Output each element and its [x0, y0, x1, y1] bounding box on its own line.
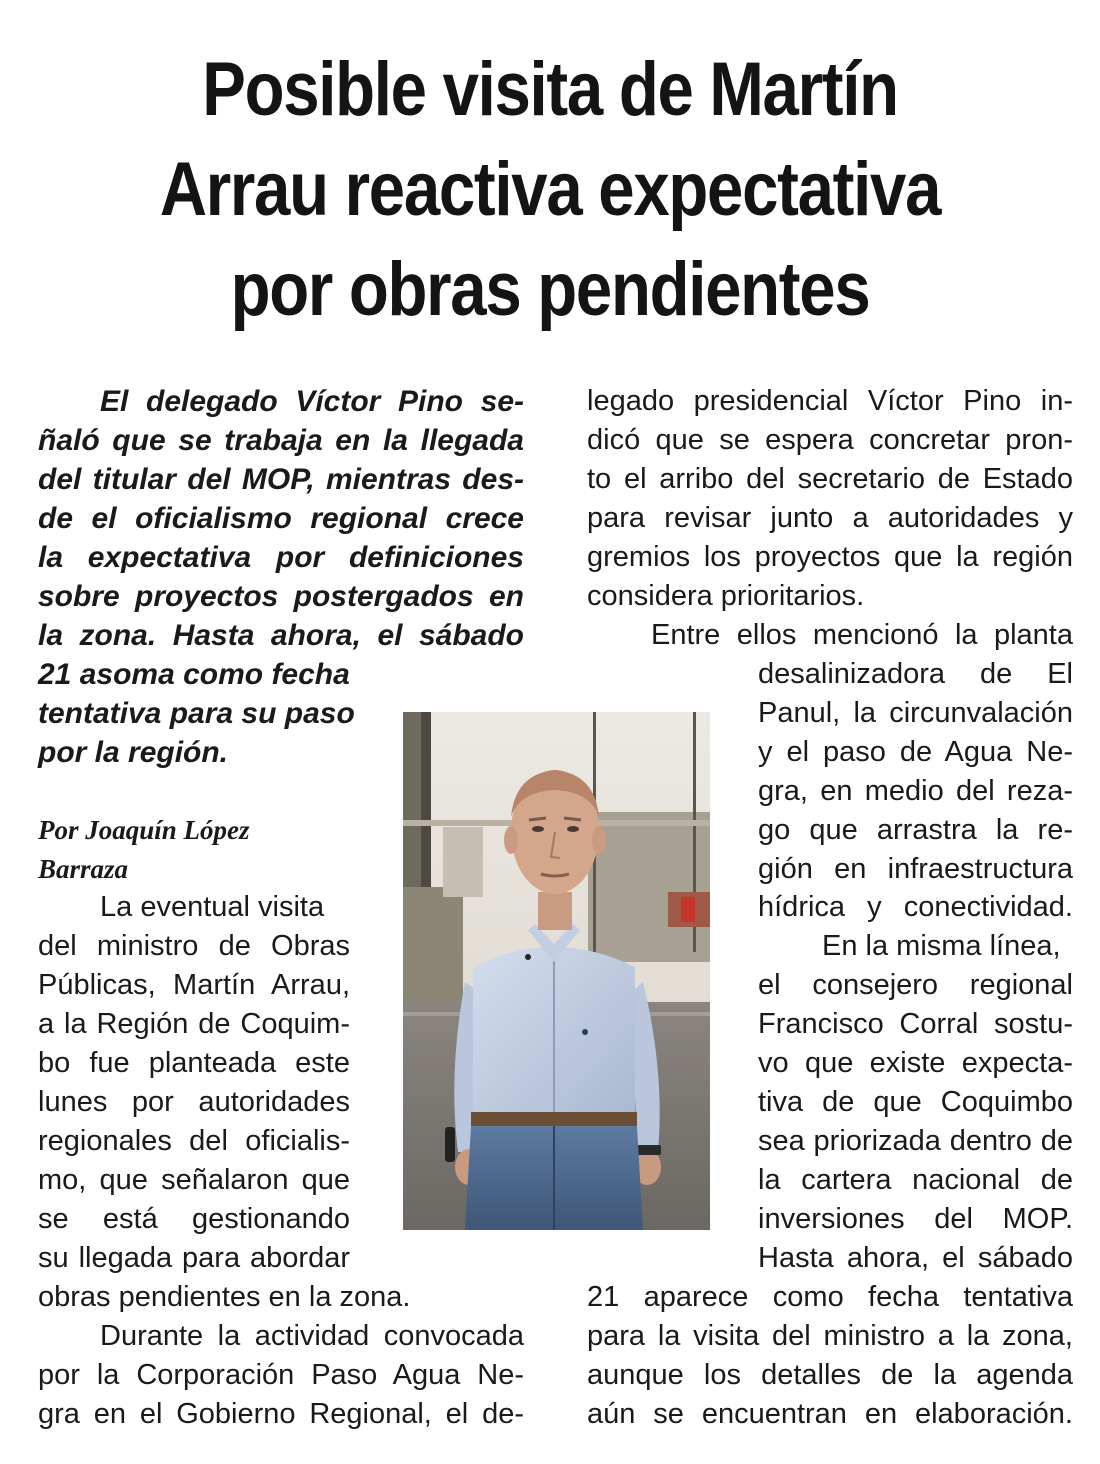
body-line: gión en infraestructura	[758, 853, 1073, 885]
body-line: to el arribo del secretario de Estado	[587, 463, 1073, 495]
body-line: hídrica y conectividad.	[758, 891, 1073, 923]
lead-line: ñaló que se trabaja en la llegada	[38, 424, 524, 457]
headline-line-2: Arrau reactiva expectativa	[159, 147, 941, 232]
body-line: obras pendientes en la zona.	[38, 1281, 411, 1313]
lead-line: la zona. Hasta ahora, el sábado	[38, 619, 524, 652]
body-line: desalinizadora de El	[758, 658, 1073, 690]
body-line: se está gestionando	[38, 1203, 350, 1235]
lead-line: por la región.	[38, 736, 229, 769]
body-line: la cartera nacional de	[758, 1164, 1073, 1196]
body-line: lunes por autoridades	[38, 1086, 350, 1118]
body-line: aunque los detalles de la agenda	[587, 1359, 1073, 1391]
body-line: y el paso de Agua Ne-	[758, 736, 1073, 768]
lead-line: 21 asoma como fecha	[38, 658, 350, 691]
body-line: del ministro de Obras	[38, 930, 350, 962]
body-line: gra en el Gobierno Regional, el de-	[38, 1398, 524, 1430]
body-line: Hasta ahora, el sábado	[758, 1242, 1073, 1274]
headline	[111, 40, 988, 340]
body-line: bo fue planteada este	[38, 1047, 350, 1079]
body-line: En la misma línea,	[822, 930, 1061, 962]
body-line: 21 aparece como fecha tentativa	[587, 1281, 1073, 1313]
lead-line: sobre proyectos postergados en	[38, 580, 524, 613]
body-line: inversiones del MOP.	[758, 1203, 1073, 1235]
lead-line: de el oficialismo regional crece	[38, 502, 524, 535]
body-line: gra, en medio del reza-	[758, 775, 1073, 807]
body-line: tiva de que Coquimbo	[758, 1086, 1073, 1118]
body-line: regionales del oficialis-	[38, 1125, 350, 1157]
headline-line-3: por obras pendientes	[230, 247, 870, 332]
body-line: Entre ellos mencionó la planta	[651, 619, 1073, 651]
body-line: considera prioritarios.	[587, 580, 865, 612]
body-line: aún se encuentran en elaboración.	[587, 1398, 1073, 1430]
body-line: por la Corporación Paso Agua Ne-	[38, 1359, 524, 1391]
body-line: mo, que señalaron que	[38, 1164, 350, 1196]
body-line: a la Región de Coquim-	[38, 1008, 350, 1040]
lead-line: del titular del MOP, mientras des-	[38, 463, 524, 496]
body-line: para revisar junto a autoridades y	[587, 502, 1073, 534]
body-line: Durante la actividad convocada	[100, 1320, 524, 1352]
lead-line: El delegado Víctor Pino se-	[100, 385, 524, 418]
lead-line: tentativa para su paso	[38, 697, 355, 730]
body-line: go que arrastra la re-	[758, 814, 1073, 846]
body-line: para la visita del ministro a la zona,	[587, 1320, 1073, 1352]
byline-line-1: Por Joaquín López	[38, 815, 250, 845]
body-line: gremios los proyectos que la región	[587, 541, 1073, 573]
lead-line: la expectativa por definiciones	[38, 541, 524, 574]
body-line: Francisco Corral sostu-	[758, 1008, 1073, 1040]
body-line: el consejero regional	[758, 969, 1073, 1001]
body-line: sea priorizada dentro de	[758, 1125, 1073, 1157]
headline-line-1: Posible visita de Martín	[202, 47, 898, 132]
body-line: vo que existe expecta-	[758, 1047, 1073, 1079]
article-photo	[403, 712, 710, 1230]
body-line: Panul, la circunvalación	[758, 697, 1073, 729]
body-line: La eventual visita	[100, 891, 325, 923]
body-line: Públicas, Martín Arrau,	[38, 969, 350, 1001]
body-line: su llegada para abordar	[38, 1242, 350, 1274]
body-line: dicó que se espera concretar pron-	[587, 424, 1073, 456]
body-line: legado presidencial Víctor Pino in-	[587, 385, 1073, 417]
byline-line-2: Barraza	[38, 854, 129, 884]
